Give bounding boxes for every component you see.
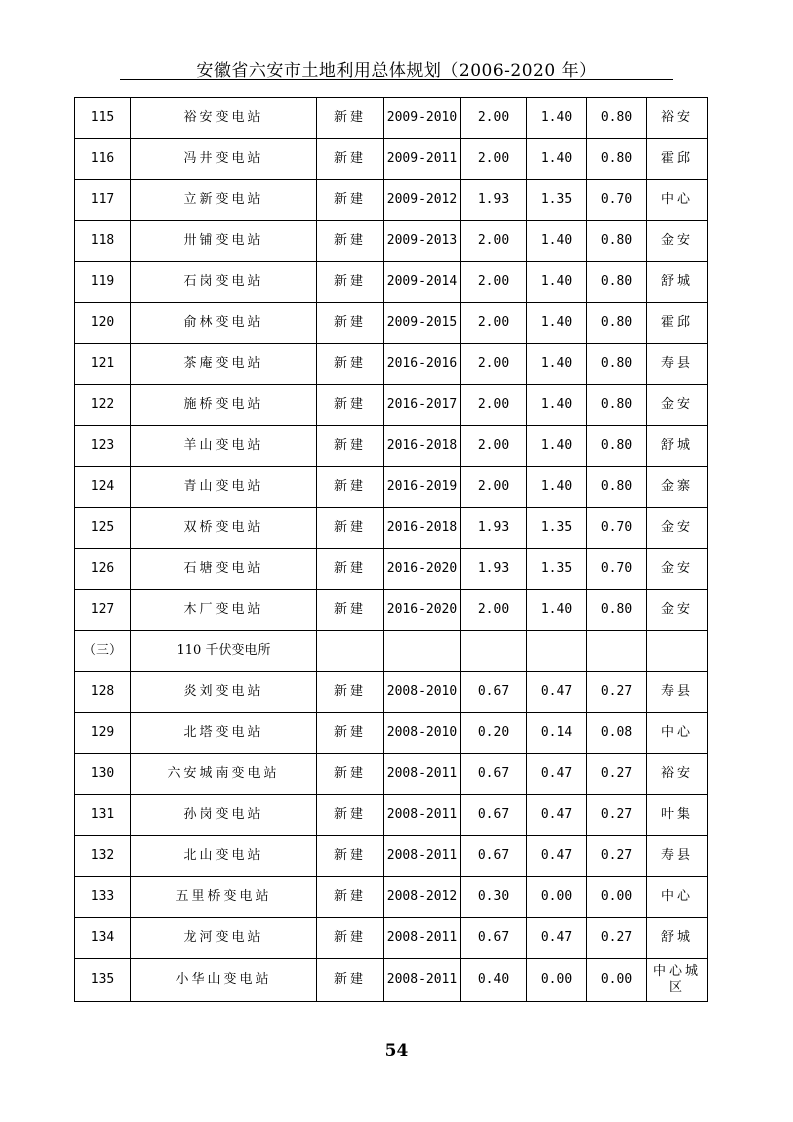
value-a-cell: 0.67 bbox=[461, 672, 527, 713]
station-name-cell: 炎刘变电站 bbox=[131, 672, 317, 713]
build-type-cell: 新建 bbox=[317, 672, 384, 713]
value-a-cell: 2.00 bbox=[461, 98, 527, 139]
row-number-cell: 132 bbox=[75, 836, 131, 877]
table-row bbox=[75, 221, 708, 262]
table-row bbox=[75, 672, 708, 713]
substation-table bbox=[74, 97, 708, 1002]
value-a-cell: 0.67 bbox=[461, 836, 527, 877]
section-title-cell: 110 千伏变电所 bbox=[131, 631, 317, 672]
period-cell: 2016-2018 bbox=[384, 426, 461, 467]
value-b-cell: 0.14 bbox=[527, 713, 587, 754]
value-b-cell: 0.00 bbox=[527, 959, 587, 1002]
district-cell: 舒城 bbox=[647, 918, 708, 959]
period-cell: 2009-2015 bbox=[384, 303, 461, 344]
district-cell: 中心 bbox=[647, 180, 708, 221]
page-header-title: 安徽省六安市土地利用总体规划（2006-2020 年） bbox=[196, 61, 597, 81]
row-number-cell: 120 bbox=[75, 303, 131, 344]
build-type-cell: 新建 bbox=[317, 836, 384, 877]
row-number-cell: 117 bbox=[75, 180, 131, 221]
period-cell: 2009-2011 bbox=[384, 139, 461, 180]
build-type-cell: 新建 bbox=[317, 877, 384, 918]
build-type-cell: 新建 bbox=[317, 795, 384, 836]
period-cell: 2008-2011 bbox=[384, 918, 461, 959]
period-cell: 2016-2017 bbox=[384, 385, 461, 426]
value-b-cell: 1.40 bbox=[527, 590, 587, 631]
empty-cell bbox=[587, 631, 647, 672]
row-number-cell: 129 bbox=[75, 713, 131, 754]
table-row bbox=[75, 508, 708, 549]
value-b-cell: 1.35 bbox=[527, 549, 587, 590]
station-name-cell: 裕安变电站 bbox=[131, 98, 317, 139]
value-c-cell: 0.70 bbox=[587, 508, 647, 549]
value-c-cell: 0.80 bbox=[587, 221, 647, 262]
value-a-cell: 2.00 bbox=[461, 590, 527, 631]
build-type-cell: 新建 bbox=[317, 303, 384, 344]
value-a-cell: 0.67 bbox=[461, 918, 527, 959]
value-b-cell: 0.47 bbox=[527, 795, 587, 836]
build-type-cell: 新建 bbox=[317, 754, 384, 795]
row-number-cell: 134 bbox=[75, 918, 131, 959]
value-c-cell: 0.80 bbox=[587, 590, 647, 631]
value-a-cell: 2.00 bbox=[461, 344, 527, 385]
value-a-cell: 0.67 bbox=[461, 795, 527, 836]
row-number-cell: 127 bbox=[75, 590, 131, 631]
value-a-cell: 0.67 bbox=[461, 754, 527, 795]
table-row bbox=[75, 836, 708, 877]
build-type-cell: 新建 bbox=[317, 508, 384, 549]
header-rule bbox=[120, 79, 673, 80]
value-c-cell: 0.80 bbox=[587, 303, 647, 344]
station-name-cell: 茶庵变电站 bbox=[131, 344, 317, 385]
district-cell: 金安 bbox=[647, 221, 708, 262]
value-b-cell: 0.47 bbox=[527, 836, 587, 877]
row-number-cell: 128 bbox=[75, 672, 131, 713]
row-number-cell: 122 bbox=[75, 385, 131, 426]
value-a-cell: 1.93 bbox=[461, 549, 527, 590]
table-row bbox=[75, 959, 708, 1002]
build-type-cell: 新建 bbox=[317, 467, 384, 508]
table-row bbox=[75, 549, 708, 590]
district-cell: 寿县 bbox=[647, 836, 708, 877]
table-row bbox=[75, 180, 708, 221]
district-cell: 中心 bbox=[647, 877, 708, 918]
value-b-cell: 0.00 bbox=[527, 877, 587, 918]
district-cell: 寿县 bbox=[647, 344, 708, 385]
value-b-cell: 0.47 bbox=[527, 754, 587, 795]
period-cell: 2016-2019 bbox=[384, 467, 461, 508]
district-cell: 中心城区 bbox=[647, 959, 708, 1002]
empty-cell bbox=[461, 631, 527, 672]
district-cell: 裕安 bbox=[647, 98, 708, 139]
value-c-cell: 0.27 bbox=[587, 754, 647, 795]
row-number-cell: 133 bbox=[75, 877, 131, 918]
value-b-cell: 1.40 bbox=[527, 467, 587, 508]
period-cell: 2008-2010 bbox=[384, 713, 461, 754]
station-name-cell: 卅铺变电站 bbox=[131, 221, 317, 262]
row-number-cell: 115 bbox=[75, 98, 131, 139]
table-row bbox=[75, 139, 708, 180]
value-b-cell: 0.47 bbox=[527, 918, 587, 959]
row-number-cell: 118 bbox=[75, 221, 131, 262]
station-name-cell: 立新变电站 bbox=[131, 180, 317, 221]
value-c-cell: 0.70 bbox=[587, 180, 647, 221]
value-c-cell: 0.80 bbox=[587, 262, 647, 303]
station-name-cell: 小华山变电站 bbox=[131, 959, 317, 1002]
period-cell: 2008-2011 bbox=[384, 754, 461, 795]
district-cell: 叶集 bbox=[647, 795, 708, 836]
table-row bbox=[75, 262, 708, 303]
table-body bbox=[75, 98, 708, 1002]
value-b-cell: 1.40 bbox=[527, 221, 587, 262]
section-label-cell: （三） bbox=[75, 631, 131, 672]
value-a-cell: 1.93 bbox=[461, 180, 527, 221]
value-a-cell: 2.00 bbox=[461, 426, 527, 467]
empty-cell bbox=[384, 631, 461, 672]
value-b-cell: 1.40 bbox=[527, 344, 587, 385]
value-c-cell: 0.80 bbox=[587, 426, 647, 467]
period-cell: 2016-2020 bbox=[384, 549, 461, 590]
station-name-cell: 五里桥变电站 bbox=[131, 877, 317, 918]
value-c-cell: 0.27 bbox=[587, 918, 647, 959]
station-name-cell: 孙岗变电站 bbox=[131, 795, 317, 836]
station-name-cell: 龙河变电站 bbox=[131, 918, 317, 959]
build-type-cell: 新建 bbox=[317, 262, 384, 303]
value-c-cell: 0.00 bbox=[587, 877, 647, 918]
value-b-cell: 1.40 bbox=[527, 303, 587, 344]
table-row bbox=[75, 754, 708, 795]
value-b-cell: 1.40 bbox=[527, 385, 587, 426]
empty-cell bbox=[317, 631, 384, 672]
value-a-cell: 2.00 bbox=[461, 385, 527, 426]
build-type-cell: 新建 bbox=[317, 590, 384, 631]
row-number-cell: 121 bbox=[75, 344, 131, 385]
value-c-cell: 0.70 bbox=[587, 549, 647, 590]
table-row bbox=[75, 98, 708, 139]
district-cell: 金安 bbox=[647, 385, 708, 426]
build-type-cell: 新建 bbox=[317, 139, 384, 180]
build-type-cell: 新建 bbox=[317, 426, 384, 467]
row-number-cell: 123 bbox=[75, 426, 131, 467]
build-type-cell: 新建 bbox=[317, 918, 384, 959]
station-name-cell: 羊山变电站 bbox=[131, 426, 317, 467]
row-number-cell: 131 bbox=[75, 795, 131, 836]
empty-cell bbox=[527, 631, 587, 672]
row-number-cell: 125 bbox=[75, 508, 131, 549]
build-type-cell: 新建 bbox=[317, 385, 384, 426]
station-name-cell: 施桥变电站 bbox=[131, 385, 317, 426]
value-b-cell: 1.40 bbox=[527, 426, 587, 467]
value-a-cell: 0.20 bbox=[461, 713, 527, 754]
period-cell: 2016-2020 bbox=[384, 590, 461, 631]
value-a-cell: 0.30 bbox=[461, 877, 527, 918]
row-number-cell: 130 bbox=[75, 754, 131, 795]
station-name-cell: 六安城南变电站 bbox=[131, 754, 317, 795]
build-type-cell: 新建 bbox=[317, 344, 384, 385]
value-a-cell: 1.93 bbox=[461, 508, 527, 549]
value-c-cell: 0.80 bbox=[587, 139, 647, 180]
value-b-cell: 1.40 bbox=[527, 139, 587, 180]
row-number-cell: 116 bbox=[75, 139, 131, 180]
build-type-cell: 新建 bbox=[317, 549, 384, 590]
value-b-cell: 1.35 bbox=[527, 180, 587, 221]
district-cell: 霍邱 bbox=[647, 303, 708, 344]
empty-cell bbox=[647, 631, 708, 672]
period-cell: 2016-2016 bbox=[384, 344, 461, 385]
value-c-cell: 0.80 bbox=[587, 467, 647, 508]
station-name-cell: 木厂变电站 bbox=[131, 590, 317, 631]
value-c-cell: 0.08 bbox=[587, 713, 647, 754]
table-row bbox=[75, 344, 708, 385]
table-row bbox=[75, 713, 708, 754]
value-c-cell: 0.80 bbox=[587, 98, 647, 139]
station-name-cell: 俞林变电站 bbox=[131, 303, 317, 344]
district-cell: 舒城 bbox=[647, 426, 708, 467]
value-c-cell: 0.80 bbox=[587, 344, 647, 385]
row-number-cell: 119 bbox=[75, 262, 131, 303]
period-cell: 2009-2012 bbox=[384, 180, 461, 221]
build-type-cell: 新建 bbox=[317, 98, 384, 139]
value-b-cell: 0.47 bbox=[527, 672, 587, 713]
build-type-cell: 新建 bbox=[317, 713, 384, 754]
value-c-cell: 0.80 bbox=[587, 385, 647, 426]
station-name-cell: 双桥变电站 bbox=[131, 508, 317, 549]
station-name-cell: 青山变电站 bbox=[131, 467, 317, 508]
value-c-cell: 0.00 bbox=[587, 959, 647, 1002]
value-a-cell: 0.40 bbox=[461, 959, 527, 1002]
table-row bbox=[75, 590, 708, 631]
value-a-cell: 2.00 bbox=[461, 139, 527, 180]
table-row bbox=[75, 877, 708, 918]
district-cell: 裕安 bbox=[647, 754, 708, 795]
district-cell: 舒城 bbox=[647, 262, 708, 303]
district-cell: 金安 bbox=[647, 590, 708, 631]
station-name-cell: 冯井变电站 bbox=[131, 139, 317, 180]
value-a-cell: 2.00 bbox=[461, 303, 527, 344]
period-cell: 2009-2013 bbox=[384, 221, 461, 262]
table-row bbox=[75, 795, 708, 836]
station-name-cell: 北山变电站 bbox=[131, 836, 317, 877]
period-cell: 2016-2018 bbox=[384, 508, 461, 549]
row-number-cell: 126 bbox=[75, 549, 131, 590]
value-b-cell: 1.35 bbox=[527, 508, 587, 549]
value-c-cell: 0.27 bbox=[587, 672, 647, 713]
district-cell: 霍邱 bbox=[647, 139, 708, 180]
value-a-cell: 2.00 bbox=[461, 221, 527, 262]
district-cell: 中心 bbox=[647, 713, 708, 754]
page-number: 54 bbox=[384, 1041, 409, 1061]
station-name-cell: 石岗变电站 bbox=[131, 262, 317, 303]
table-row bbox=[75, 426, 708, 467]
build-type-cell: 新建 bbox=[317, 221, 384, 262]
period-cell: 2008-2011 bbox=[384, 959, 461, 1002]
value-b-cell: 1.40 bbox=[527, 98, 587, 139]
period-cell: 2009-2010 bbox=[384, 98, 461, 139]
build-type-cell: 新建 bbox=[317, 959, 384, 1002]
district-cell: 寿县 bbox=[647, 672, 708, 713]
value-c-cell: 0.27 bbox=[587, 795, 647, 836]
section-row bbox=[75, 631, 708, 672]
table-row bbox=[75, 385, 708, 426]
row-number-cell: 124 bbox=[75, 467, 131, 508]
period-cell: 2008-2010 bbox=[384, 672, 461, 713]
district-cell: 金寨 bbox=[647, 467, 708, 508]
district-cell: 金安 bbox=[647, 549, 708, 590]
value-a-cell: 2.00 bbox=[461, 467, 527, 508]
table-row bbox=[75, 918, 708, 959]
period-cell: 2008-2011 bbox=[384, 795, 461, 836]
value-b-cell: 1.40 bbox=[527, 262, 587, 303]
period-cell: 2008-2012 bbox=[384, 877, 461, 918]
period-cell: 2008-2011 bbox=[384, 836, 461, 877]
value-a-cell: 2.00 bbox=[461, 262, 527, 303]
station-name-cell: 北塔变电站 bbox=[131, 713, 317, 754]
value-c-cell: 0.27 bbox=[587, 836, 647, 877]
period-cell: 2009-2014 bbox=[384, 262, 461, 303]
row-number-cell: 135 bbox=[75, 959, 131, 1002]
district-cell: 金安 bbox=[647, 508, 708, 549]
station-name-cell: 石塘变电站 bbox=[131, 549, 317, 590]
table-row bbox=[75, 467, 708, 508]
build-type-cell: 新建 bbox=[317, 180, 384, 221]
table-row bbox=[75, 303, 708, 344]
